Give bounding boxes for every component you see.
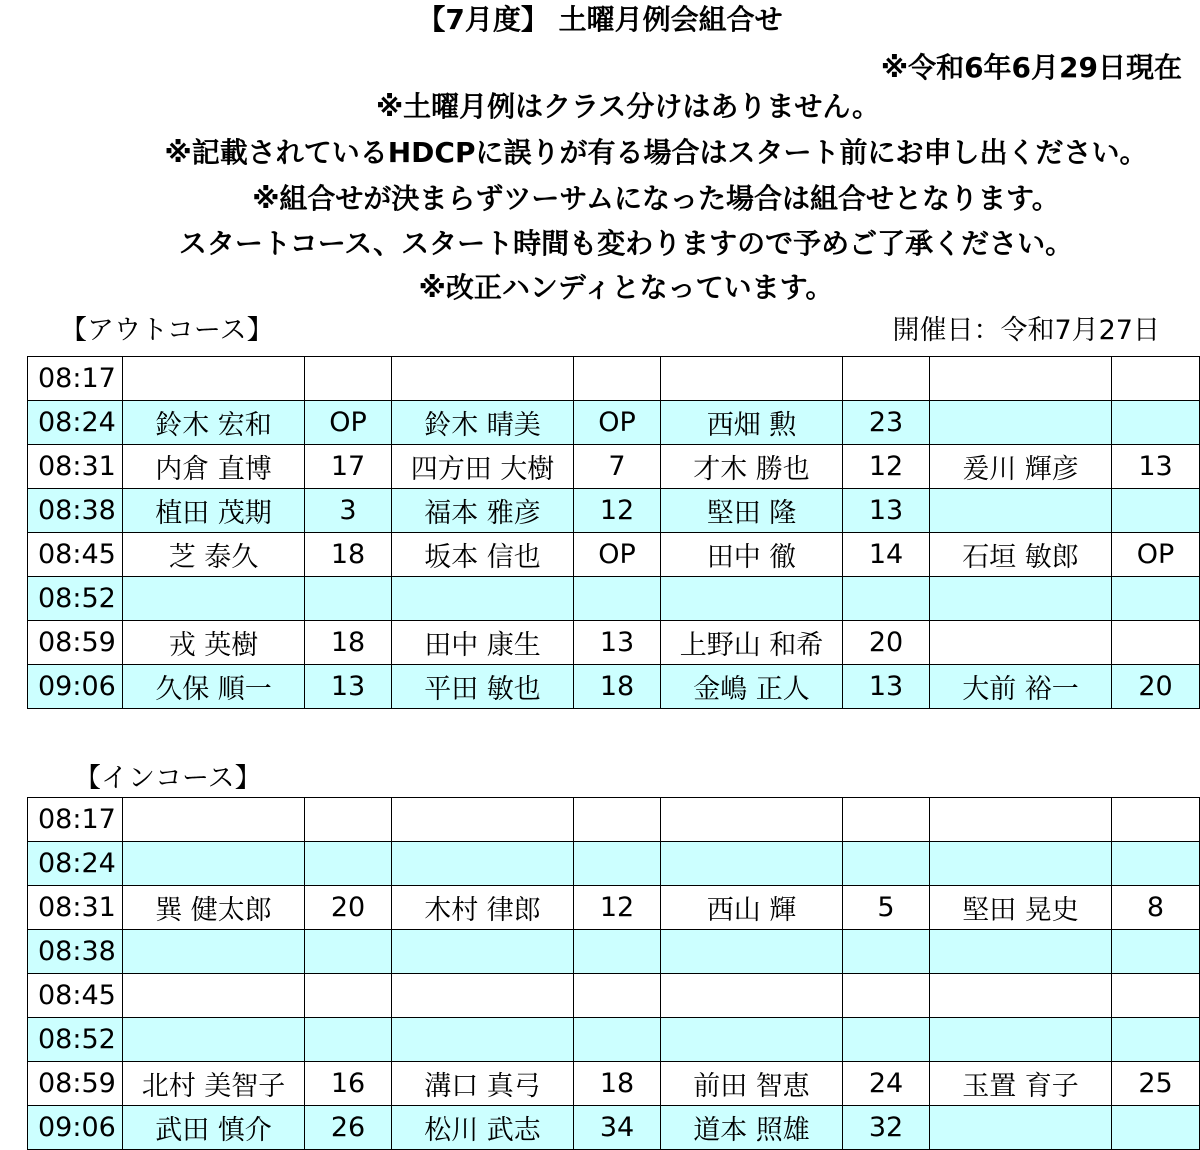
hdcp-cell [305,357,392,401]
player-name-cell [123,577,305,621]
hdcp-cell: 3 [305,489,392,533]
table-row [28,489,1200,533]
player-name-cell: 戎 英樹 [123,621,305,665]
hdcp-cell: OP [574,533,661,577]
hdcp-cell [305,974,392,1018]
player-name-cell [930,930,1112,974]
hdcp-cell [1112,842,1200,886]
player-name-cell [661,930,843,974]
player-name-cell: 鈴木 宏和 [123,401,305,445]
hdcp-cell [574,842,661,886]
hdcp-cell [1112,930,1200,974]
player-name-cell: 道本 照雄 [661,1106,843,1150]
player-name-cell [930,974,1112,1018]
player-name-cell [661,1018,843,1062]
player-name-cell [392,930,574,974]
tee-time-cell: 08:45 [28,974,123,1018]
player-name-cell: 石垣 敏郎 [930,533,1112,577]
hdcp-cell: 17 [305,445,392,489]
hdcp-cell: 13 [305,665,392,709]
note-line-4: スタートコース、スタート時間も変わりますので予めご了承ください。 [178,227,1074,260]
player-name-cell [661,577,843,621]
hdcp-cell [305,798,392,842]
player-name-cell [392,842,574,886]
player-name-cell [123,357,305,401]
player-name-cell [930,401,1112,445]
tee-time-cell: 08:59 [28,1062,123,1106]
hdcp-cell [843,357,930,401]
hdcp-cell: 14 [843,533,930,577]
hdcp-cell: 5 [843,886,930,930]
player-name-cell [392,357,574,401]
player-name-cell [661,357,843,401]
player-name-cell: 前田 智恵 [661,1062,843,1106]
player-name-cell: 上野山 和希 [661,621,843,665]
hdcp-cell [305,930,392,974]
hdcp-cell [1112,621,1200,665]
table-row [28,357,1200,401]
player-name-cell [123,930,305,974]
hdcp-cell: OP [574,401,661,445]
hdcp-cell [305,1018,392,1062]
hdcp-cell [843,842,930,886]
hdcp-cell [574,930,661,974]
table-row [28,974,1200,1018]
hdcp-cell: 12 [574,489,661,533]
event-date: 開催日：令和7月27日 [892,315,1160,346]
player-name-cell: 四方田 大樹 [392,445,574,489]
hdcp-cell: 25 [1112,1062,1200,1106]
player-name-cell [123,1018,305,1062]
hdcp-cell: OP [305,401,392,445]
in-course-table [27,797,1200,1150]
hdcp-cell [574,1018,661,1062]
player-name-cell: 内倉 直博 [123,445,305,489]
player-name-cell [930,489,1112,533]
player-name-cell: 田中 康生 [392,621,574,665]
table-row [28,445,1200,489]
hdcp-cell [1112,974,1200,1018]
player-name-cell [930,1018,1112,1062]
tee-time-cell: 08:17 [28,798,123,842]
table-row [28,1018,1200,1062]
hdcp-cell: 18 [305,533,392,577]
hdcp-cell [1112,401,1200,445]
tee-time-cell: 08:31 [28,886,123,930]
hdcp-cell: 7 [574,445,661,489]
hdcp-cell [305,842,392,886]
player-name-cell [930,842,1112,886]
player-name-cell: 鈴木 晴美 [392,401,574,445]
in-course-label: 【インコース】 [74,763,262,794]
player-name-cell: 大前 裕一 [930,665,1112,709]
player-name-cell: 木村 律郎 [392,886,574,930]
player-name-cell [392,798,574,842]
note-line-2: ※記載されているHDCPに誤りが有る場合はスタート前にお申し出ください。 [164,136,1148,169]
hdcp-cell: 16 [305,1062,392,1106]
player-name-cell [930,357,1112,401]
hdcp-cell: 26 [305,1106,392,1150]
table-row [28,577,1200,621]
player-name-cell: 植田 茂期 [123,489,305,533]
hdcp-cell: 18 [574,1062,661,1106]
player-name-cell: 西山 輝 [661,886,843,930]
player-name-cell: 堅田 隆 [661,489,843,533]
player-name-cell [930,621,1112,665]
table-row [28,401,1200,445]
player-name-cell: 金嶋 正人 [661,665,843,709]
player-name-cell [661,974,843,1018]
hdcp-cell: 18 [574,665,661,709]
hdcp-cell [574,357,661,401]
hdcp-cell: 20 [843,621,930,665]
player-name-cell: 西畑 勲 [661,401,843,445]
tee-time-cell: 08:52 [28,1018,123,1062]
table-row [28,621,1200,665]
note-line-5: ※改正ハンディとなっています。 [418,271,834,304]
tee-time-cell: 08:38 [28,489,123,533]
hdcp-cell: OP [1112,533,1200,577]
hdcp-cell [843,798,930,842]
player-name-cell: 才木 勝也 [661,445,843,489]
player-name-cell: 松川 武志 [392,1106,574,1150]
tee-time-cell: 08:52 [28,577,123,621]
hdcp-cell [843,1018,930,1062]
tee-time-cell: 09:06 [28,1106,123,1150]
tee-time-cell: 08:17 [28,357,123,401]
hdcp-cell: 13 [843,489,930,533]
player-name-cell: 溝口 真弓 [392,1062,574,1106]
player-name-cell: 田中 徹 [661,533,843,577]
hdcp-cell [305,577,392,621]
player-name-cell: 坂本 信也 [392,533,574,577]
as-of-date: ※令和6年6月29日現在 [880,51,1182,84]
player-name-cell: 巽 健太郎 [123,886,305,930]
player-name-cell: 北村 美智子 [123,1062,305,1106]
hdcp-cell: 12 [843,445,930,489]
hdcp-cell [574,974,661,1018]
hdcp-cell: 24 [843,1062,930,1106]
tee-time-cell: 09:06 [28,665,123,709]
player-name-cell [392,1018,574,1062]
player-name-cell [123,798,305,842]
table-row [28,1062,1200,1106]
hdcp-cell [1112,357,1200,401]
hdcp-cell [1112,1018,1200,1062]
out-course-table [27,356,1200,709]
player-name-cell: 玉置 育子 [930,1062,1112,1106]
player-name-cell [392,577,574,621]
tee-time-cell: 08:38 [28,930,123,974]
hdcp-cell: 12 [574,886,661,930]
out-course-label: 【アウトコース】 [60,315,274,346]
hdcp-cell: 13 [574,621,661,665]
table-row [28,842,1200,886]
hdcp-cell: 34 [574,1106,661,1150]
hdcp-cell: 13 [843,665,930,709]
player-name-cell [123,842,305,886]
hdcp-cell [843,930,930,974]
tee-time-cell: 08:59 [28,621,123,665]
hdcp-cell [574,577,661,621]
player-name-cell [661,798,843,842]
hdcp-cell [843,577,930,621]
table-row [28,533,1200,577]
hdcp-cell [574,798,661,842]
hdcp-cell [843,974,930,1018]
player-name-cell: 爰川 輝彦 [930,445,1112,489]
hdcp-cell [1112,489,1200,533]
player-name-cell [930,798,1112,842]
hdcp-cell [1112,798,1200,842]
player-name-cell: 福本 雅彦 [392,489,574,533]
player-name-cell [392,974,574,1018]
tee-time-cell: 08:24 [28,401,123,445]
hdcp-cell: 20 [1112,665,1200,709]
table-row [28,665,1200,709]
table-row [28,886,1200,930]
hdcp-cell: 8 [1112,886,1200,930]
player-name-cell: 武田 慎介 [123,1106,305,1150]
hdcp-cell: 18 [305,621,392,665]
player-name-cell: 堅田 晃史 [930,886,1112,930]
hdcp-cell: 32 [843,1106,930,1150]
player-name-cell [661,842,843,886]
hdcp-cell: 20 [305,886,392,930]
player-name-cell [123,974,305,1018]
tee-time-cell: 08:24 [28,842,123,886]
hdcp-cell: 13 [1112,445,1200,489]
player-name-cell: 久保 順一 [123,665,305,709]
note-line-3: ※組合せが決まらずツーサムになった場合は組合せとなります。 [252,182,1060,215]
table-row [28,930,1200,974]
player-name-cell: 芝 泰久 [123,533,305,577]
hdcp-cell [1112,577,1200,621]
tee-time-cell: 08:31 [28,445,123,489]
tee-time-cell: 08:45 [28,533,123,577]
table-row [28,798,1200,842]
note-line-1: ※土曜月例はクラス分けはありません。 [375,90,881,123]
player-name-cell: 平田 敏也 [392,665,574,709]
player-name-cell [930,577,1112,621]
page-title: 【7月度】 土曜月例会組合せ [417,3,783,36]
hdcp-cell: 23 [843,401,930,445]
